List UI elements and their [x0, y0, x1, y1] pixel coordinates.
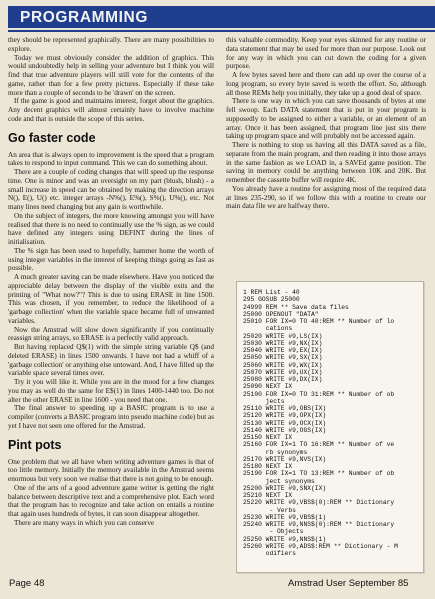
code-line: 24999 REM ** Save data files: [243, 303, 349, 311]
code-line: 25200 WRITE #9,SNX(IX): [243, 484, 327, 492]
code-line: 25130 WRITE #9,OCX(IX): [243, 419, 327, 427]
paragraph: There are many ways in which you can conserve: [14, 518, 155, 527]
code-line: 25210 NEXT IX: [243, 492, 293, 499]
code-line: 25250 WRITE #9,NNS$(1): [243, 535, 327, 543]
code-line: 25260 WRITE #9,ADS$:REM ** Dictionary - M: [243, 542, 398, 550]
paragraph: There is one way in which you can save thousands of bytes at one fell swoop. Each DATA statement that is put in your program is supposedly to be assigned to either a variable, or an element of an array. Once it has been assigned, that program line just sits there taking up program space and will probably not be accessed again.: [226, 97, 426, 141]
code-line: - Objects: [243, 528, 304, 536]
paragraph: they should be represented graphically. There are many possibilities to explore.: [8, 36, 214, 53]
code-line: - Verbs: [243, 506, 296, 514]
paragraph: The final answer to speeding up a BASIC program is to use a compiler (converts a BASIC program into pseudo machine code) but as yet I have not seen one offered for the Amstrad.: [8, 404, 214, 430]
code-line: 25060 WRITE #9,WX(IX): [243, 361, 323, 369]
code-line: 1 REM List - 40: [243, 289, 300, 296]
code-line: 25070 WRITE #9,UX(IX): [243, 368, 323, 376]
code-line: 25180 NEXT IX: [243, 463, 293, 470]
code-line: rb synonyms: [243, 448, 308, 456]
code-line: 25160 FOR IX=1 TO 16:REM ** Number of ve: [243, 441, 395, 449]
paragraph: One of the arts of a good adventure game writer is getting the right balance between descriptive text and a comprehensive plot. Each word that the program has to recognize and take action on entails a routine that again uses hundreds of bytes, it can soon disappear altogether.: [8, 483, 214, 518]
section-title: PROGRAMMING: [20, 9, 149, 26]
code-line: 25170 WRITE #9,NVS(IX): [243, 455, 327, 463]
code-line: cations: [243, 325, 293, 333]
page-number: Page 48: [9, 578, 45, 589]
paragraph: Try it you will like it. While you are in the mood for a few changes you may as well do the same for E$(1) in lines 1400-1440 too. Do not alter the other ERASE in line 1600 - you need that one.: [8, 378, 214, 404]
right-column: [226, 36, 426, 211]
code-line: 25230 WRITE #9,VBS$(1): [243, 513, 327, 521]
left-paragraphs-3: [8, 458, 214, 528]
code-line: 25050 WRITE #9,SX(IX): [243, 354, 323, 362]
left-column: [8, 36, 214, 528]
section-header-bar: [8, 6, 435, 28]
code-line: 25090 NEXT IX: [243, 383, 293, 391]
paragraph: The % sign has been used to hopefully, hammer home the worth of using integer variables in the interest of keeping things going as fast as possible.: [8, 246, 214, 273]
code-listing-box: [236, 281, 424, 573]
left-paragraphs-1: [8, 36, 214, 124]
paragraph: An area that is always open to improvement is the speed that a program takes to respond to input command. This we can do something about.: [8, 150, 214, 168]
paragraph: One problem that we all have when writing adventure games is that of too little memory. Initially the memory available in the Amstrad seems enormous but very soon we realise that there is not going to be enough.: [8, 457, 214, 483]
paragraph: Today we must obviously consider the addition of graphics. This would undoubtedly help in selling your adventure but I think you will find that true adventure players will still vote for the contents of the game, rather than for a few pretty pictures. Especially if these take more than a couple of seconds to be 'drawn' on the screen.: [8, 53, 214, 97]
left-paragraphs-2: [8, 151, 214, 431]
header-rule: [8, 30, 435, 32]
code-line: 25100 FOR IX=0 TO 31:REM ** Number of ob: [243, 390, 395, 398]
code-line: 25030 WRITE #9,NX(IX): [243, 339, 323, 347]
heading-pint-pots: Pint pots: [8, 437, 62, 452]
code-line: 25240 WRITE #9,NNS$(0):REM ** Dictionary: [243, 521, 395, 528]
code-line: 25110 WRITE #9,OBS(IX): [243, 405, 327, 412]
magazine-issue: Amstrad User September 85: [288, 578, 409, 589]
code-line: 25020 WRITE #9,LS(IX): [243, 332, 323, 340]
paragraph: A much greater saving can be made elsewhere. Have you noticed the appreciable delay between the display of the visible exits and the printing of "What now?"? This is due to using ERASE in line 1500. This was chosen, if you remember, to reduce the likelihood of a 'garbage collection' when the variable space became full of unwanted variables.: [8, 273, 214, 325]
code-line: ject synonyms: [243, 477, 315, 485]
code-listing: [243, 289, 419, 557]
code-line: 25000 OPENOUT "DATA": [243, 310, 319, 318]
code-line: 25040 WRITE #9,EX(IX): [243, 347, 323, 354]
code-line: 25220 WRITE #9,VBS$(0):REM ** Dictionary: [243, 499, 395, 507]
paragraph: But having replaced Q$(1) with the simple string variable Q$ (and deleted ERASE) in lines 1500 onwards. I have not had a whiff of a 'garbage collection' or anything else untoward. And, I have filled up the variable space several times over.: [8, 343, 214, 378]
code-line: 25190 FOR IX=1 TO 13:REM ** Number of ob: [243, 470, 395, 478]
paragraph: There are a couple of coding changes that will speed up the response time. One is minor and was an oversight on my part (blush, blush) - a small increase in speed can be obtained by making the direction arrays N(), E(), U() etc. integer arrays -N%(), E%(), S%(), U%(), etc. Not many lines need changing but any gain is worthwhile.: [8, 168, 214, 211]
code-line: 25150 NEXT IX: [243, 434, 293, 441]
paragraph: A few bytes saved here and there can add up over the course of a long program, so every byte saved is worth the effort. So, although all those REMs help you initially, they take up a good deal of space.: [226, 71, 426, 97]
code-line: jects: [243, 397, 285, 405]
paragraph: There is nothing to stop us having all this DATA saved as a file, separate from the main program, and then reading it into those arrays in the same fashion as we LOAD in, a SAVEd game position. The saving in memory could be anything between 10K and 20K. But remember the cassette buffer will require 4K.: [226, 141, 426, 184]
right-paragraphs: [226, 36, 426, 211]
code-line: 25080 WRITE #9,DX(IX): [243, 376, 323, 383]
paragraph: Now the Amstrad will slow down significantly if you continually reassign string arrays, so ERASE is a perfectly valid approach.: [8, 325, 214, 343]
paragraph: On the subject of integers, the more knowing amongst you will have realised that there is no need to continually use the % sign, as we could have defined any integers using DEFINT during the lines of initialisation.: [8, 211, 214, 246]
paragraph: this valuable commodity. Keep your eyes skinned for any routine or data statement that may be used for more than our purpose. Look out for any way in which you can cut down the coding for a given purpose.: [226, 36, 426, 71]
code-line: 25010 FOR IX=0 TO 40:REM ** Number of lo: [243, 318, 395, 325]
paragraph: You already have a routine for assigning most of the required data at lines 235-290, so if we follow this with a routine to create our main data file we are halfway there.: [226, 184, 426, 211]
paragraph: If the game is good and maintains interest, forget about the graphics. Any decent graphics will almost certainly have to involve machine code and that is outside the scope of this series.: [8, 97, 214, 123]
code-line: odifiers: [243, 550, 296, 557]
heading-go-faster-code: Go faster code: [8, 130, 96, 145]
code-line: 25140 WRITE #9,OGS(IX): [243, 426, 327, 434]
code-line: 25120 WRITE #9,OPX(IX): [243, 412, 327, 420]
code-line: 295 GOSUB 25000: [243, 296, 300, 304]
